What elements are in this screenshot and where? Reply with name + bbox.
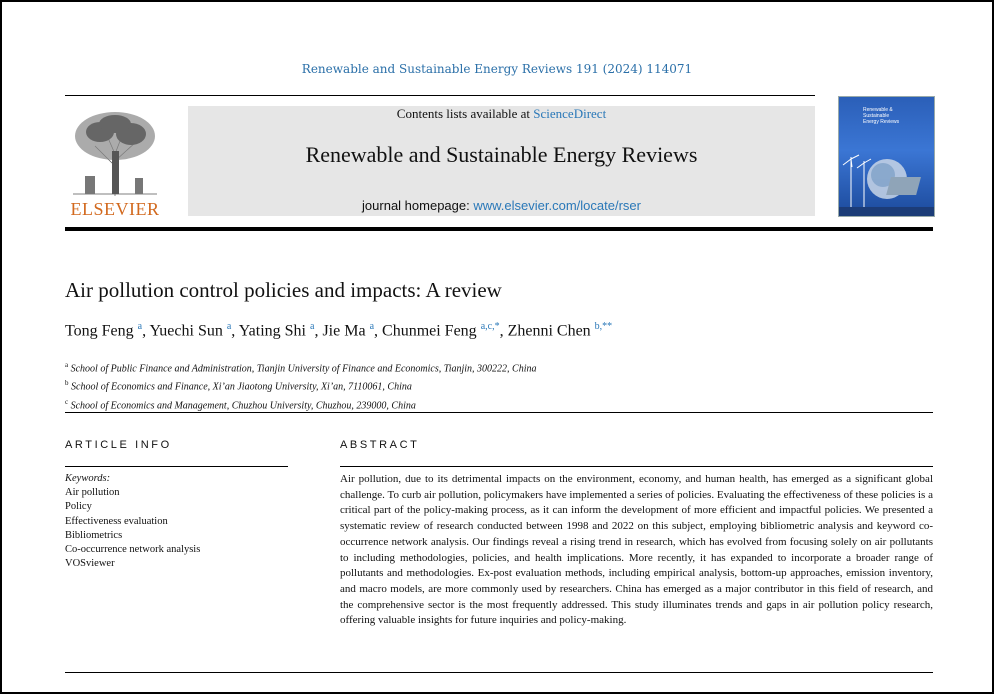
author-separator: , [314,322,323,340]
affiliation-mark: a [65,361,69,369]
author-name[interactable]: Yuechi Sun [149,322,223,340]
keyword-item: Policy [65,501,92,513]
cover-line: Energy Reviews [863,119,900,125]
abstract-heading: ABSTRACT [340,439,420,451]
author-affiliation-mark[interactable]: a [310,321,315,332]
contents-line [188,106,815,122]
article-title: Air pollution control policies and impacts: A review [65,278,502,302]
homepage-link[interactable]: www.elsevier.com/locate/rser [473,198,641,213]
cover-artwork [839,147,934,216]
header-divider [65,227,933,231]
cover-line: Sustainable [863,113,890,119]
author-affiliation-mark[interactable]: a [226,321,232,332]
sciencedirect-link[interactable]: ScienceDirect [533,106,607,121]
elsevier-wordmark: ELSEVIER [70,199,160,219]
keywords-label: Keywords: [65,473,111,484]
contents-prefix: Contents lists available at [396,106,534,121]
cover-line: Renewable & [863,107,893,113]
tree-icon [65,106,165,201]
author-name[interactable]: Jie Ma [322,322,366,340]
author-name[interactable]: Tong Feng [65,322,134,340]
author-list [65,321,612,340]
affiliation-text: School of Economics and Management, Chuzhou University, Chuzhou, 239000, China [70,399,416,411]
author-affiliation-mark[interactable]: a [369,321,375,332]
author-affiliation-mark[interactable]: a [137,321,143,332]
keyword-item: Air pollution [65,487,120,499]
affiliation-item [65,358,537,376]
abstract-text: Air pollution, due to its detrimental impacts on the environment, economy, and human health, has emerged as a significant global challenge. To curb air pollution, policymakers have implemented a series of policies. Evaluating the effectiveness of these policies is a critical part of the policy-making process, as it can inform the development of more efficient and impactful policies. We presented a systematic review of research conducted between 1998 and 2022 on this subject, employing bibliometric analysis and keyword co-occurrence network analysis. Our findings reveal a rising trend in research, which has evolved from focusing solely on air pollutants to including methodologies, policies, and health implications. More recently, it has expanded to incorporate a broader range of pollutants and methodologies. Ex-post evaluation methods, including empirical analysis, bottom-up approaches, emission inventory, and macro models, are more commonly used by researchers. China has emerged as a major contributor in this field of research, and the comprehensive sector is the most frequently addressed. This study illuminates trends and gaps in air pollution policy research, offering valuable insights for future inquiries and policy-making. [340,473,933,627]
keyword-item: Bibliometrics [65,529,123,541]
affiliation-item [65,395,537,413]
keyword-item: VOSviewer [65,558,115,570]
author-separator: , [499,322,508,340]
journal-cover-thumbnail[interactable] [838,96,935,217]
keyword-item: Effectiveness evaluation [65,515,168,527]
author-name[interactable]: Yating Shi [238,322,306,340]
affiliation-item [65,376,537,394]
author-name[interactable]: Zhenni Chen [507,322,591,340]
article-info-heading: ARTICLE INFO [65,439,172,451]
affiliation-text: School of Economics and Finance, Xi’an Jiaotong University, Xi’an, 7110061, China [71,381,412,393]
keyword-item: Co-occurrence network analysis [65,544,201,556]
bottom-rule [65,672,933,673]
author-separator: , [231,322,239,340]
author-separator: , [374,322,383,340]
affiliation-mark: b [65,379,69,388]
keywords-list [65,472,200,571]
citation-line[interactable]: Renewable and Sustainable Energy Reviews 191 (2024) 114071 [301,62,693,76]
top-rule [65,95,815,96]
affiliation-mark: c [65,397,69,406]
affiliation-text: School of Public Finance and Administration, Tianjin University of Finance and Economics, Tianjin, 300222, China [70,363,537,375]
homepage-line [188,198,815,213]
author-name[interactable]: Chunmei Feng [382,322,477,340]
journal-title[interactable]: Renewable and Sustainable Energy Reviews [305,142,698,167]
abstract-rule [340,466,933,467]
article-info-rule [65,466,288,467]
homepage-prefix: journal homepage: [362,198,474,213]
affiliation-divider [65,412,933,413]
author-separator: , [142,322,150,340]
author-affiliation-mark[interactable]: a,c,* [480,321,500,332]
affiliation-list [65,358,537,413]
author-affiliation-mark[interactable]: b,** [594,321,613,332]
cover-title [863,107,923,125]
